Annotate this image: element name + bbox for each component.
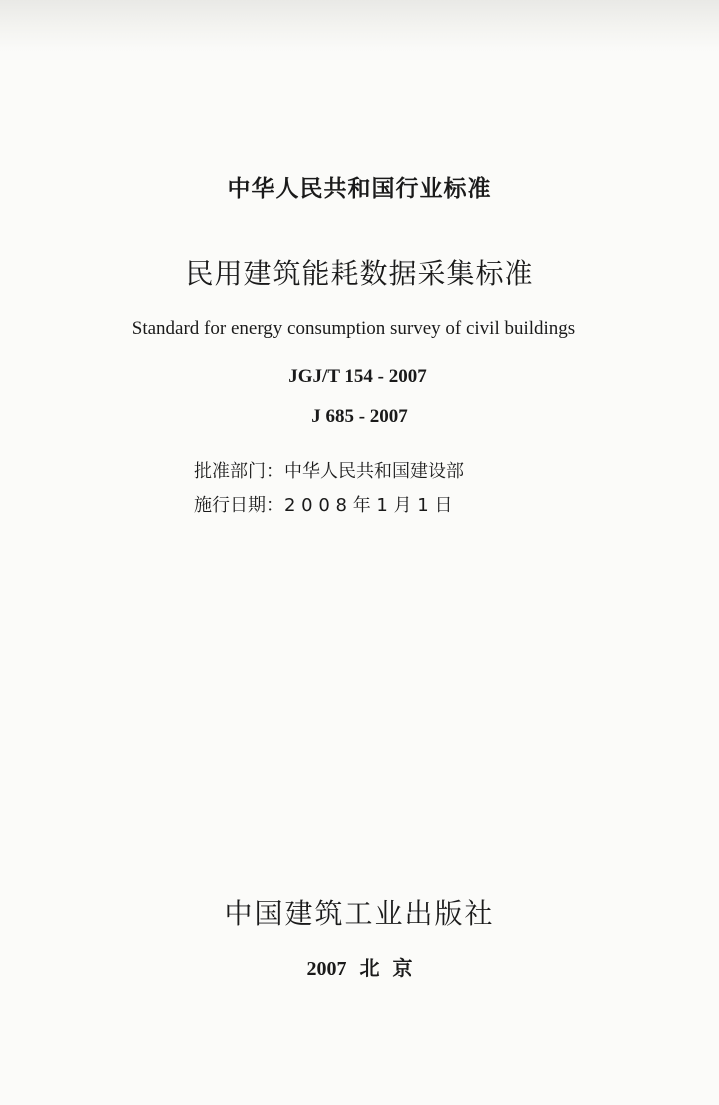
scan-shadow xyxy=(0,0,719,52)
standard-code-secondary: J 685 - 2007 xyxy=(311,406,408,427)
approval-department: 批准部门：中华人民共和国建设部 xyxy=(194,461,464,482)
industry-standard-heading: 中华人民共和国行业标准 xyxy=(227,176,492,202)
standard-code-primary: JGJ/T 154 - 2007 xyxy=(288,366,427,387)
publisher-name: 中国建筑工业出版社 xyxy=(224,897,495,930)
document-title-chinese: 民用建筑能耗数据采集标准 xyxy=(185,257,534,290)
effective-date: 施行日期：2 0 0 8 年 1 月 1 日 xyxy=(194,495,453,516)
document-title-english: Standard for energy consumption survey of civil buildings xyxy=(131,318,576,339)
publication-year-place: 2007 北 京 xyxy=(306,958,413,980)
